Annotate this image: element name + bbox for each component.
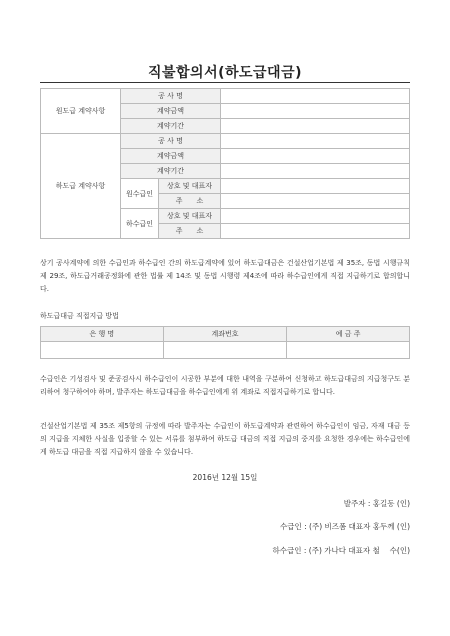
subcontractor-company-value[interactable] — [221, 209, 410, 224]
original-contract-amount-value[interactable] — [221, 104, 410, 119]
contractor-company-value[interactable] — [221, 179, 410, 194]
sub-contract-label: 하도급 계약사항 — [41, 134, 121, 239]
original-contract-amount-label: 계약금액 — [121, 104, 221, 119]
subcontractor-label: 하수급인 — [121, 209, 159, 239]
original-project-name-label: 공 사 명 — [121, 89, 221, 104]
bank-name-header: 은 행 명 — [41, 327, 164, 342]
agreement-date: 2016년 12월 15일 — [192, 473, 258, 482]
subcontractor-address-value[interactable] — [221, 224, 410, 239]
title-divider — [40, 82, 410, 83]
subcontractor-company-label: 상호 및 대표자 — [159, 209, 221, 224]
sub-contract-amount-value[interactable] — [221, 149, 410, 164]
payment-section-title: 하도급대금 직접지급 방법 — [40, 312, 119, 320]
contractor-label: 원수급인 — [121, 179, 159, 209]
sub-contract-period-value[interactable] — [221, 164, 410, 179]
contractor-company-label: 상호 및 대표자 — [159, 179, 221, 194]
contractor-address-label: 주 소 — [159, 194, 221, 209]
account-holder-header: 예 금 주 — [287, 327, 410, 342]
account-number-value[interactable] — [163, 342, 287, 359]
table-row — [41, 89, 410, 104]
billing-paragraph: 수급인은 기성검사 및 준공검사시 하수급인이 시공한 부분에 대한 내역을 구분하여 신청하고 하도급대금의 지급청구도 분리하여 청구하여야 하며, 발주자는 하도급대금을 하수급인에게 위 계좌로 직접지급하기로 합니다. — [40, 375, 410, 396]
original-contract-period-value[interactable] — [221, 119, 410, 134]
contract-table — [40, 88, 410, 239]
subcontractor-signature: 하수급인 : (주) 가나다 대표자 철 수(인) — [272, 546, 410, 555]
agreement-paragraph: 상기 공사계약에 의한 수급인과 하수급인 간의 하도급계약에 있어 하도급대금은 건설산업기본법 제 35조, 동법 시행규칙 제 29조, 하도급거래공정화에 관한 법률 제 14조 및 동법 시행령 제4조에 따라 하수급인에게 직접 지급하기로 합의합니다. — [40, 259, 410, 293]
account-number-header: 계좌번호 — [163, 327, 287, 342]
orderer-signature: 발주자 : 홍길동 (인) — [343, 499, 410, 508]
bank-name-value[interactable] — [41, 342, 164, 359]
subcontractor-address-label: 주 소 — [159, 224, 221, 239]
original-project-name-value[interactable] — [221, 89, 410, 104]
contractor-signature: 수급인 : (주) 비즈폼 대표자 홍두께 (인) — [280, 522, 410, 531]
sub-contract-amount-label: 계약금액 — [121, 149, 221, 164]
sub-contract-period-label: 계약기간 — [121, 164, 221, 179]
table-row — [41, 342, 410, 359]
suspension-paragraph: 건설산업기본법 제 35조 제5항의 규정에 따라 발주자는 수급인이 하도급계약과 관련하여 하수급인이 임금, 자재 대금 등의 지급을 지체한 사실을 입증할 수 있는 서류를 첨부하여 하도급 대금의 직접 지급의 중지를 요청한 경우에는 하수급인에게 하도급 대금을 직접 지급하지 않을 수 있습니다. — [40, 422, 410, 456]
sub-project-name-label: 공 사 명 — [121, 134, 221, 149]
table-row — [41, 134, 410, 149]
original-contract-period-label: 계약기간 — [121, 119, 221, 134]
table-row — [41, 327, 410, 342]
original-contract-label: 원도급 계약사항 — [41, 89, 121, 134]
payment-table — [40, 326, 410, 359]
sub-project-name-value[interactable] — [221, 134, 410, 149]
account-holder-value[interactable] — [287, 342, 410, 359]
page-title: 직불합의서(하도급대금) — [147, 65, 303, 81]
contractor-address-value[interactable] — [221, 194, 410, 209]
